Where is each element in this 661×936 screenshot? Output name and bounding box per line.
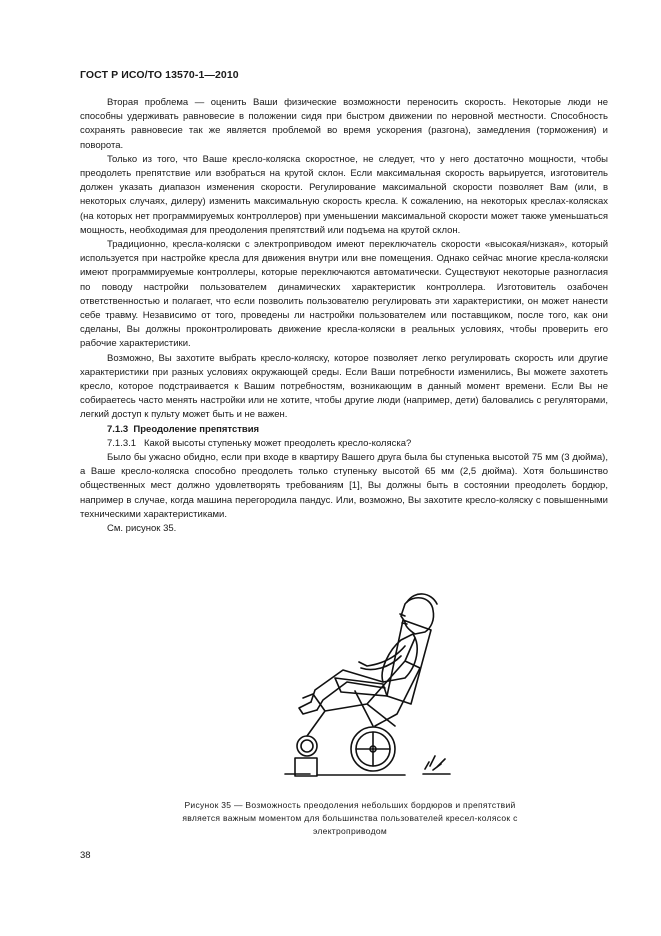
subsection-title: Преодоление препятствия (133, 423, 260, 435)
subsection-number: 7.1.3 (107, 423, 129, 435)
splash-marks (425, 756, 445, 770)
question-heading (80, 437, 608, 451)
figure-reference: См. рисунок 35. (107, 523, 177, 535)
person-legs (311, 670, 385, 710)
question-text: Какой высоты ступеньку может преодолеть кресло-коляска? (143, 437, 412, 449)
document-body (80, 96, 608, 536)
figure-caption: Рисунок 35 — Возможность преодоления небольших бордюров и препятствий является важным моментом для большинства пользователей кресел-колясок с электроприводом (182, 800, 518, 836)
question-number: 7.1.3.1 (107, 437, 137, 449)
subsection-heading (80, 423, 608, 437)
figure-35-illustration (255, 586, 455, 790)
person-arm (359, 646, 405, 670)
page-number: 38 (80, 850, 91, 861)
paragraph: Только из того, что Ваше кресло-коляска скоростное, не следует, что у него достаточно мощности, чтобы преодолеть препятствие или взобраться на крутой склон. Если максимальная скорость варьируется, изготовитель должен указать диапазон изменения скорости. Регулирование максимальной скорости позволяет Вам (или, в некоторых случаях, дилеру) изменить максимальную скорость кресла. К сожалению, на некоторых креслах-колясках (на которых нет программируемых контроллеров) при уменьшении максимальной скорости может также уменьшаться мощность, необходимая для преодоления препятствий или подъема на крутой склон. (80, 153, 608, 236)
ground-line (285, 774, 450, 775)
paragraph: Традиционно, кресла-коляски с электроприводом имеют переключатель скорости «высокая/низкая», который используется при настройке кресла для движения внутри или вне помещения. Однако сейчас многие кресла-коляски имеют программируемые контроллеры, которые переключаются автоматически. Существуют некоторые разногласия по поводу настройки пользователем динамических характеристик контроллера. Изготовитель озабочен ответственностью и полагает, что если позволить пользователю регулировать эти характеристики, он может нанести себе травму. Независимо от того, проведены ли настройки пользователем или поставщиком, после того, как они сделаны, Вы должны проконтролировать движение кресла-коляски в реальных условиях, чтобы проверить его рабочие характеристики. (80, 239, 608, 350)
paragraph: Было бы ужасно обидно, если при входе в квартиру Вашего друга была бы ступенька высотой 75 мм (3 дюйма), а Ваше кресло-коляска способно преодолеть только ступеньку высотой 65 мм (2,5 дюйма). Хотя большинство общественных мест должно удовлетворять требованиям [1], Вы должны быть в состоянии преодолеть бордюр, например в случае, когда машина перегородила пандус. Или, возможно, Вы захотите кресло-коляску с повышенными техническими характеристиками. (80, 452, 608, 520)
person-head (401, 598, 434, 634)
rear-wheel (351, 727, 395, 771)
paragraph: Возможно, Вы захотите выбрать кресло-коляску, которое позволяет легко регулировать скорость или другие характеристики при разных условиях окружающей среды. Если Ваши потребности изменились, Вы можете захотеть кресло, которое подстраивается к Вашим потребностям, возникающим в данный момент времени. Если Вы не собираетесь часто менять настройки или не хотите, чтобы другие люди (например, дети) баловались с регуляторами, легкий доступ к пульту может быть и не важен. (80, 352, 608, 421)
paragraph: Вторая проблема — оценить Ваши физические возможности переносить скорость. Некоторые люди не способны удерживать равновесие в положении сидя при быстром движении по неровной местности. Способность сохранять равновесие так же является проблемой во время ускорения (разгона), замедления (торможения) и поворота. (80, 97, 608, 151)
person-feet (299, 702, 317, 714)
wheelchair-illustration (255, 586, 455, 790)
document-header: ГОСТ Р ИСО/ТО 13570-1—2010 (80, 69, 239, 81)
front-caster (297, 736, 317, 756)
